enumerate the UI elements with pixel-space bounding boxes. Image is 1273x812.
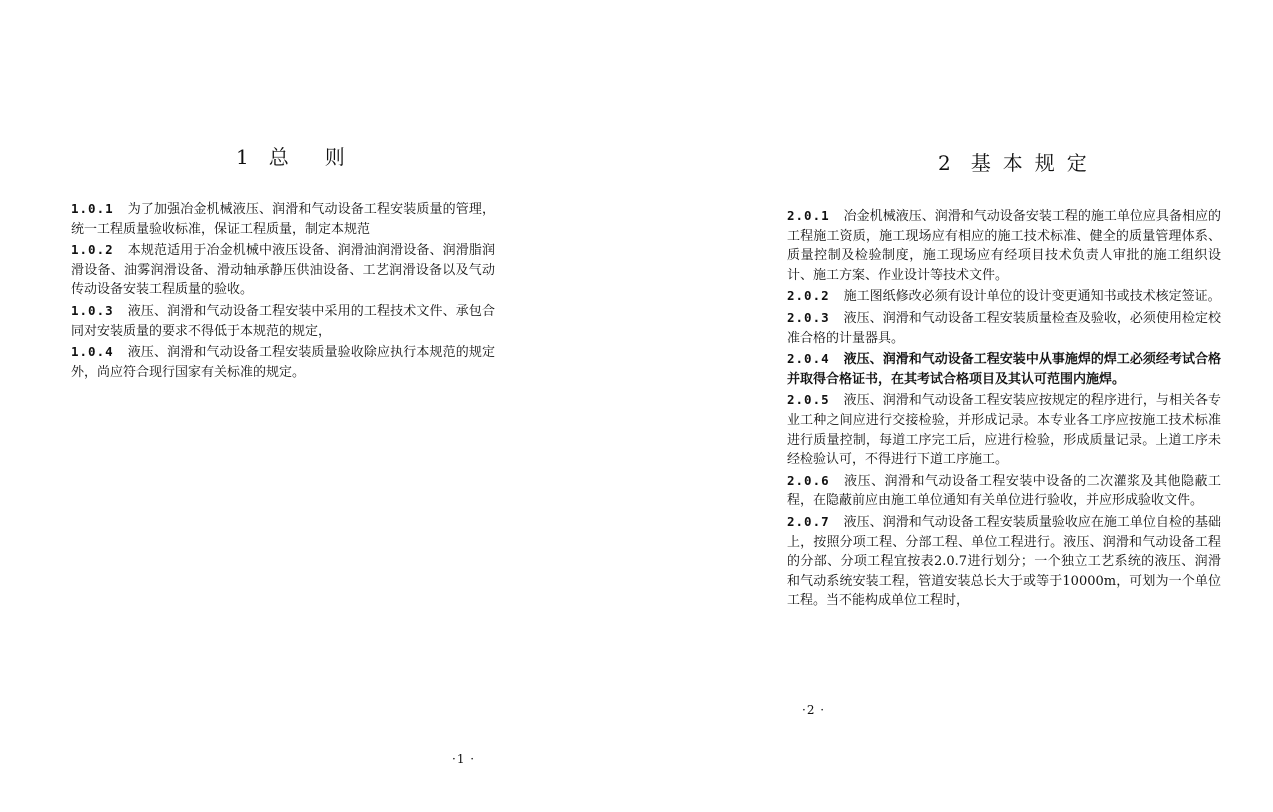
clause-number: 2.0.4	[787, 351, 830, 367]
chapter-2-heading	[938, 147, 1099, 176]
chapter-number: 1	[236, 145, 251, 170]
clause-number: 2.0.6	[787, 472, 830, 488]
clause-number: 2.0.7	[787, 513, 830, 529]
clause-number: 1.0.3	[71, 302, 114, 318]
chapter-title: 基本规定	[970, 151, 1099, 176]
clause-1-0-1	[71, 199, 495, 239]
clause-text: 冶金机械液压、润滑和气动设备安装工程的施工单位应具备相应的工程施工资质，施工现场应有相应的施工技术标准、健全的质量管理体系、质量控制及检验制度，施工现场应有经项目技术负责人审批的施工组织设计、施工方案、作业设计等技术文件。	[787, 209, 1221, 283]
right-page	[636, 0, 1273, 812]
clause-text: 液压、润滑和气动设备工程安装质量检查及验收，必须使用检定校准合格的计量器具。	[787, 310, 1221, 346]
clause-text: 本规范适用于冶金机械中液压设备、润滑油润滑设备、润滑脂润滑设备、油雾润滑设备、滑动轴承静压供油设备、工艺润滑设备以及气动传动设备安装工程质量的验收。	[71, 243, 495, 298]
clause-number: 1.0.1	[71, 201, 114, 216]
clause-number: 2.0.3	[787, 309, 830, 325]
clause-2-0-4	[787, 349, 1221, 389]
clause-text: 施工图纸修改必须有设计单位的设计变更通知书或技术核定签证。	[843, 289, 1221, 305]
chapter-1-heading	[236, 141, 381, 170]
clause-text: 液压、润滑和气动设备工程安装中设备的二次灌浆及其他隐蔽工程，在隐蔽前应由施工单位通知有关单位进行验收，并应形成验收文件。	[787, 473, 1221, 509]
clause-2-0-6	[787, 471, 1221, 511]
chapter-2-clauses	[787, 206, 1221, 612]
clause-2-0-1	[787, 206, 1221, 285]
clause-number: 1.0.2	[71, 242, 114, 258]
clause-1-0-2	[71, 240, 495, 300]
clause-2-0-5	[787, 390, 1221, 469]
clause-2-0-2	[787, 286, 1221, 307]
page-number: ·1 ·	[452, 752, 476, 766]
page-number: ·2 ·	[802, 703, 826, 717]
clause-2-0-7	[787, 512, 1221, 611]
chapter-1-clauses	[71, 199, 495, 383]
clause-text: 液压、润滑和气动设备工程安装中采用的工程技术文件、承包合同对安装质量的要求不得低于本规范的规定，	[71, 303, 495, 339]
chapter-title: 总则	[268, 145, 381, 170]
clause-text: 液压、润滑和气动设备工程安装应按规定的程序进行，与相关各专业工种之间应进行交接检验，并形成记录。本专业各工序应按施工技术标准进行质量控制，每道工序完工后，应进行检验，形成质量记录。上道工序未经检验认可，不得进行下道工序施工。	[787, 393, 1221, 468]
clause-number: 2.0.5	[787, 392, 830, 408]
clause-text: 液压、润滑和气动设备工程安装质量验收除应执行本规范的规定外，尚应符合现行国家有关标准的规定。	[71, 345, 495, 380]
chapter-number: 2	[938, 151, 953, 176]
clause-1-0-4	[71, 342, 495, 382]
clause-text: 液压、润滑和气动设备工程安装中从事施焊的焊工必须经考试合格并取得合格证书，在其考试合格项目及其认可范围内施焊。	[787, 352, 1221, 387]
clause-text: 为了加强冶金机械液压、润滑和气动设备工程安装质量的管理，统一工程质量验收标准，保证工程质量，制定本规范	[71, 202, 495, 237]
left-page	[0, 0, 636, 812]
clause-1-0-3	[71, 301, 495, 341]
clause-number: 2.0.2	[787, 288, 830, 304]
clause-number: 1.0.4	[71, 344, 114, 360]
clause-text: 液压、润滑和气动设备工程安装质量验收应在施工单位自检的基础上，按照分项工程、分部工程、单位工程进行。液压、润滑和气动设备工程的分部、分项工程宜按表2.0.7进行划分；一个独立工艺系统的液压、润滑和气动系统安装工程，管道安装总长大于或等于10000m，可划为一个单位工程。当不能构成单位工程时，	[787, 514, 1221, 609]
clause-number: 2.0.1	[787, 208, 830, 223]
clause-2-0-3	[787, 308, 1221, 348]
